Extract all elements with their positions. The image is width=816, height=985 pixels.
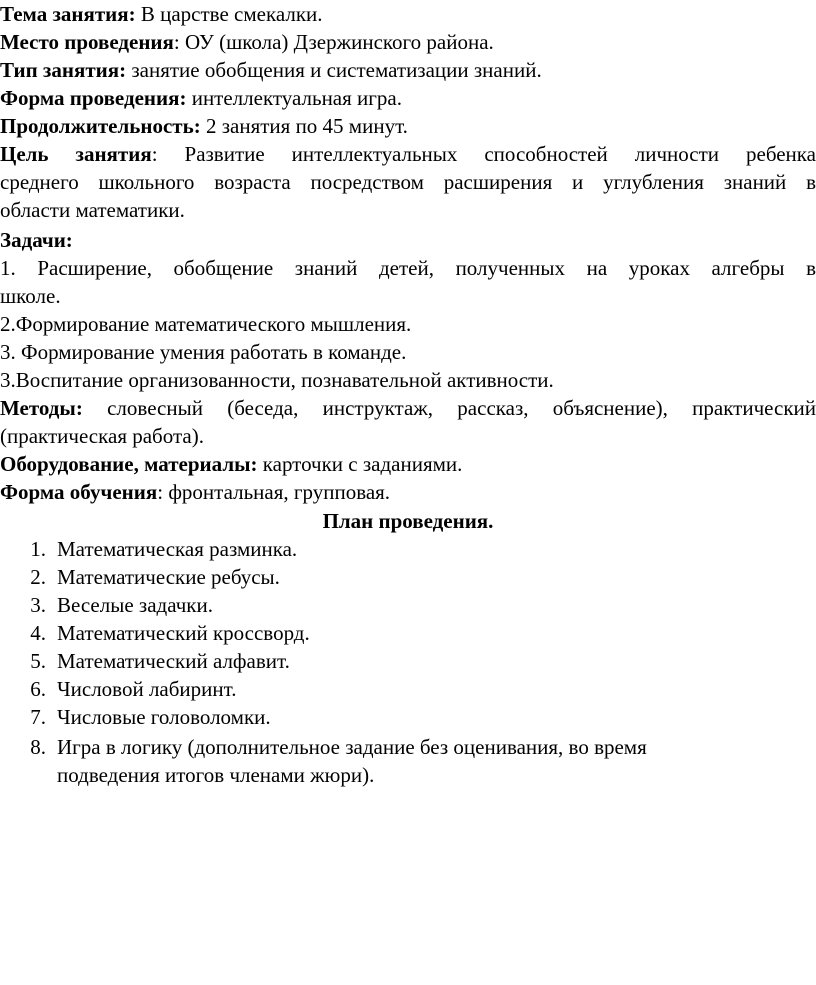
plan-item-2-text: Математические ребусы. (57, 565, 280, 589)
plan-title-text: План проведения. (322, 509, 494, 533)
type-label: Тип занятия: (0, 58, 127, 82)
task-item-1-line-2 (0, 282, 816, 310)
plan-item-1-number: 1. (30, 537, 46, 561)
task-item-1-text: 1. Расширение, обобщение знаний детей, полученных на уроках алгебры в (0, 256, 816, 280)
duration-line (0, 112, 816, 140)
plan-item-3-text: Веселые задачки. (57, 593, 213, 617)
tasks-heading (0, 226, 816, 254)
equipment-line (0, 450, 816, 478)
plan-item-7-number: 7. (30, 705, 46, 729)
equipment-label: Оборудование, материалы: (0, 452, 258, 476)
plan-item-7-text: Числовые головоломки. (57, 705, 271, 729)
task-item-4-text: 3.Воспитание организованности, познавательной активности. (0, 368, 554, 392)
plan-item-8-text: Игра в логику (дополнительное задание без оценивания, во время (57, 735, 647, 759)
plan-item-8-number: 8. (30, 735, 46, 759)
task-item-2 (0, 310, 816, 338)
learning-form-value: : фронтальная, групповая. (157, 480, 391, 504)
type-line (0, 56, 816, 84)
tasks-label: Задачи: (0, 228, 73, 252)
task-item-3 (0, 338, 816, 366)
plan-item-4-number: 4. (30, 621, 46, 645)
methods-text-1: словесный (беседа, инструктаж, рассказ, объяснение), практический (82, 396, 816, 420)
equipment-value: карточки с заданиями. (257, 452, 463, 476)
form-line (0, 84, 816, 112)
learning-form-line (0, 478, 816, 506)
plan-item-1-text: Математическая разминка. (57, 537, 298, 561)
form-label: Форма проведения: (0, 86, 187, 110)
goal-text-1: : Развитие интеллектуальных способностей личности ребенка (151, 142, 816, 166)
goal-line-2 (0, 168, 816, 196)
form-value: интеллектуальная игра. (186, 86, 402, 110)
plan-item-3-number: 3. (30, 593, 46, 617)
goal-label: Цель занятия (0, 142, 152, 166)
methods-line-1 (0, 394, 816, 422)
task-item-3-text: 3. Формирование умения работать в команде. (0, 340, 407, 364)
plan-item-4-text: Математический кроссворд. (57, 621, 310, 645)
type-value: занятие обобщения и систематизации знаний. (126, 58, 542, 82)
plan-title (0, 507, 816, 535)
plan-item-5-text: Математический алфавит. (57, 649, 290, 673)
task-item-1-line-1 (0, 254, 816, 282)
topic-label: Тема занятия: (0, 2, 136, 26)
task-item-2-text: 2.Формирование математического мышления. (0, 312, 412, 336)
duration-value: 2 занятия по 45 минут. (200, 114, 408, 138)
learning-form-label: Форма обучения (0, 480, 158, 504)
methods-label: Методы: (0, 396, 83, 420)
goal-line-1 (0, 140, 816, 168)
plan-item-6-number: 6. (30, 677, 46, 701)
duration-label: Продолжительность: (0, 114, 201, 138)
methods-line-2 (0, 422, 816, 450)
plan-item-5-number: 5. (30, 649, 46, 673)
goal-line-3 (0, 196, 816, 224)
task-item-4 (0, 366, 816, 394)
plan-item-6-text: Числовой лабиринт. (57, 677, 237, 701)
topic-value: В царстве смекалки. (135, 2, 323, 26)
place-line (0, 28, 816, 56)
plan-item-8-text-2: подведения итогов членами жюри). (57, 763, 375, 787)
plan-item-2-number: 2. (30, 565, 46, 589)
methods-text-2: (практическая работа). (0, 424, 204, 448)
goal-text-3: области математики. (0, 198, 185, 222)
goal-text-2: среднего школьного возраста посредством расширения и углубления знаний в (0, 170, 816, 194)
place-value: : ОУ (школа) Дзержинского района. (173, 30, 494, 54)
topic-line (0, 0, 816, 28)
place-label: Место проведения (0, 30, 174, 54)
task-item-1-text-2: школе. (0, 284, 61, 308)
